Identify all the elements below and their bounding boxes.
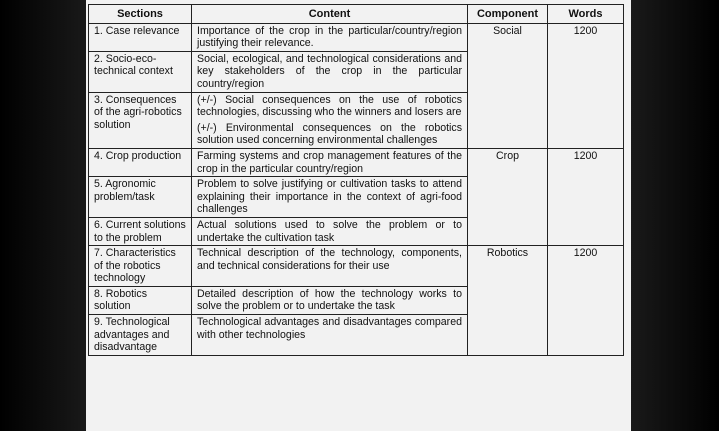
content-environmental-consequences: (+/-) Environmental consequences on the robotics solution used concerning environmental challenges bbox=[197, 121, 462, 147]
header-words: Words bbox=[548, 5, 624, 24]
content-cell: Importance of the crop in the particular/country/region justifying their relevance. bbox=[192, 23, 468, 51]
content-cell: Technological advantages and disadvantages compared with other technologies bbox=[192, 315, 468, 356]
content-cell: Farming systems and crop management features of the crop in the particular country/region bbox=[192, 148, 468, 176]
content-social-consequences: (+/-) Social consequences on the use of robotics technologies, discussing who the winners and losers are bbox=[197, 93, 462, 119]
content-cell bbox=[192, 92, 468, 148]
content-cell: Social, ecological, and technological considerations and key stakeholders of the crop in the particular country/region bbox=[192, 51, 468, 92]
component-cell-crop: Crop bbox=[468, 148, 548, 245]
section-cell: 2. Socio-eco-technical context bbox=[89, 51, 192, 92]
component-cell-robotics: Robotics bbox=[468, 246, 548, 356]
header-sections: Sections bbox=[89, 5, 192, 24]
words-cell-robotics: 1200 bbox=[548, 246, 624, 356]
sections-table bbox=[88, 4, 624, 356]
words-cell-crop: 1200 bbox=[548, 148, 624, 245]
section-cell: 6. Current solutions to the problem bbox=[89, 217, 192, 245]
right-dark-margin bbox=[629, 0, 719, 431]
content-cell: Technical description of the technology, components, and technical considerations for their use bbox=[192, 246, 468, 287]
table-row bbox=[89, 246, 624, 287]
section-cell: 7. Characteristics of the robotics technology bbox=[89, 246, 192, 287]
component-cell-social: Social bbox=[468, 23, 548, 148]
table-header-row bbox=[89, 5, 624, 24]
content-cell: Actual solutions used to solve the problem or to undertake the cultivation task bbox=[192, 217, 468, 245]
section-cell: 4. Crop production bbox=[89, 148, 192, 176]
section-cell: 3. Consequences of the agri-robotics solution bbox=[89, 92, 192, 148]
section-cell: 9. Technological advantages and disadvantage bbox=[89, 315, 192, 356]
content-cell: Detailed description of how the technology works to solve the problem or to undertake the task bbox=[192, 286, 468, 314]
section-cell: 1. Case relevance bbox=[89, 23, 192, 51]
table-row bbox=[89, 23, 624, 51]
words-cell-social: 1200 bbox=[548, 23, 624, 148]
document-page bbox=[86, 0, 631, 431]
table-row bbox=[89, 148, 624, 176]
section-cell: 5. Agronomic problem/task bbox=[89, 177, 192, 218]
section-cell: 8. Robotics solution bbox=[89, 286, 192, 314]
content-cell: Problem to solve justifying or cultivation tasks to attend explaining their importance in the context of agri-food challenges bbox=[192, 177, 468, 218]
header-content: Content bbox=[192, 5, 468, 24]
header-component: Component bbox=[468, 5, 548, 24]
left-dark-margin bbox=[0, 0, 90, 431]
